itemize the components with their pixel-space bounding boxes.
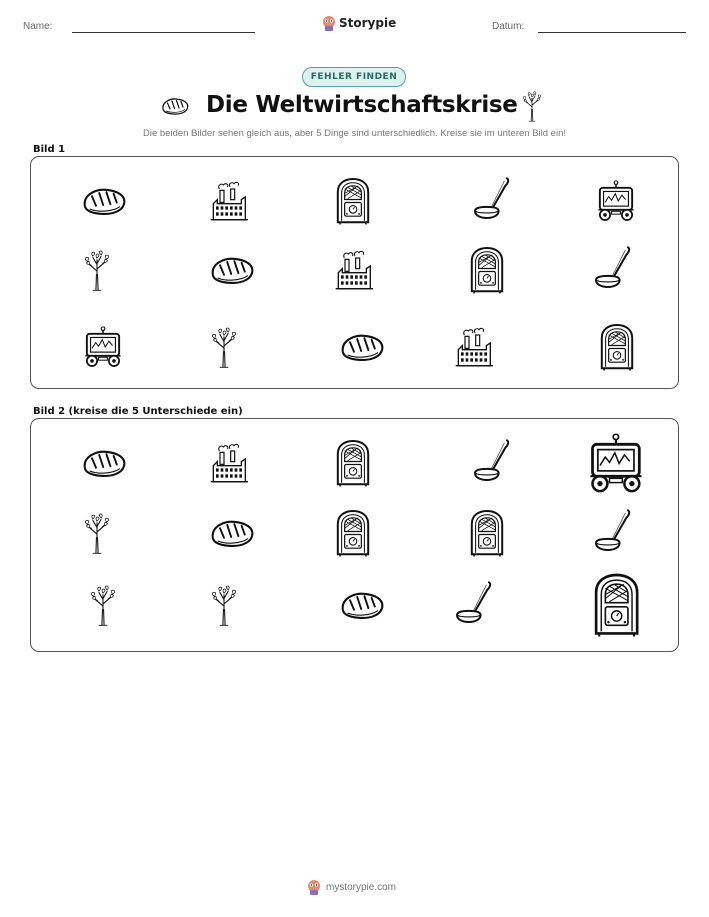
ladle-icon[interactable]	[591, 507, 633, 559]
footer-url[interactable]: mystorypie.com	[326, 881, 397, 893]
radio-icon[interactable]	[591, 571, 642, 639]
storypie-mascot-icon	[322, 15, 336, 31]
date-label: Datum:	[492, 21, 525, 32]
ladle-icon	[470, 175, 512, 227]
radio-icon[interactable]	[334, 508, 372, 558]
tree-icon[interactable]	[81, 511, 113, 555]
picture-1-label: Bild 1	[33, 144, 66, 155]
bread-icon	[338, 330, 386, 364]
factory-icon	[453, 324, 493, 370]
radio-icon[interactable]	[334, 438, 372, 488]
bread-icon[interactable]	[338, 588, 386, 622]
page-title: Die Weltwirtschaftskrise	[206, 92, 518, 118]
name-line[interactable]	[72, 32, 255, 33]
ladle-icon	[591, 244, 633, 296]
footer	[307, 879, 396, 895]
radio-icon[interactable]	[468, 508, 506, 558]
picture-2-panel[interactable]	[30, 418, 679, 652]
bread-icon	[208, 253, 256, 287]
ladle-icon[interactable]	[452, 579, 494, 631]
bread-icon	[80, 184, 128, 218]
tree-icon	[81, 248, 113, 292]
bread-icon	[160, 96, 190, 116]
tree-icon[interactable]	[208, 583, 240, 627]
cart-icon	[81, 326, 125, 368]
storypie-mascot-icon	[307, 879, 321, 895]
factory-icon[interactable]	[208, 440, 248, 486]
date-line[interactable]	[538, 32, 686, 33]
radio-icon	[468, 245, 506, 295]
cart-icon[interactable]	[584, 433, 648, 494]
radio-icon	[598, 322, 636, 372]
cart-icon	[594, 180, 638, 222]
bread-icon[interactable]	[208, 516, 256, 550]
name-label: Name:	[23, 21, 53, 32]
tree-icon	[208, 325, 240, 369]
instructions-text: Die beiden Bilder sehen gleich aus, aber 5 Dinge sind unterschiedlich. Kreise sie im unteren Bild ein!	[143, 128, 566, 139]
picture-2-label: Bild 2 (kreise die 5 Unterschiede ein)	[33, 406, 243, 417]
activity-badge: FEHLER FINDEN	[302, 67, 406, 87]
radio-icon	[334, 176, 372, 226]
brand-logo	[322, 14, 396, 32]
brand-name: Storypie	[339, 16, 397, 30]
factory-icon	[333, 247, 373, 293]
factory-icon	[208, 178, 248, 224]
tree-icon	[520, 90, 544, 122]
bread-icon[interactable]	[80, 446, 128, 480]
ladle-icon[interactable]	[470, 437, 512, 489]
picture-1-panel	[30, 156, 679, 389]
tree-icon[interactable]	[87, 583, 119, 627]
